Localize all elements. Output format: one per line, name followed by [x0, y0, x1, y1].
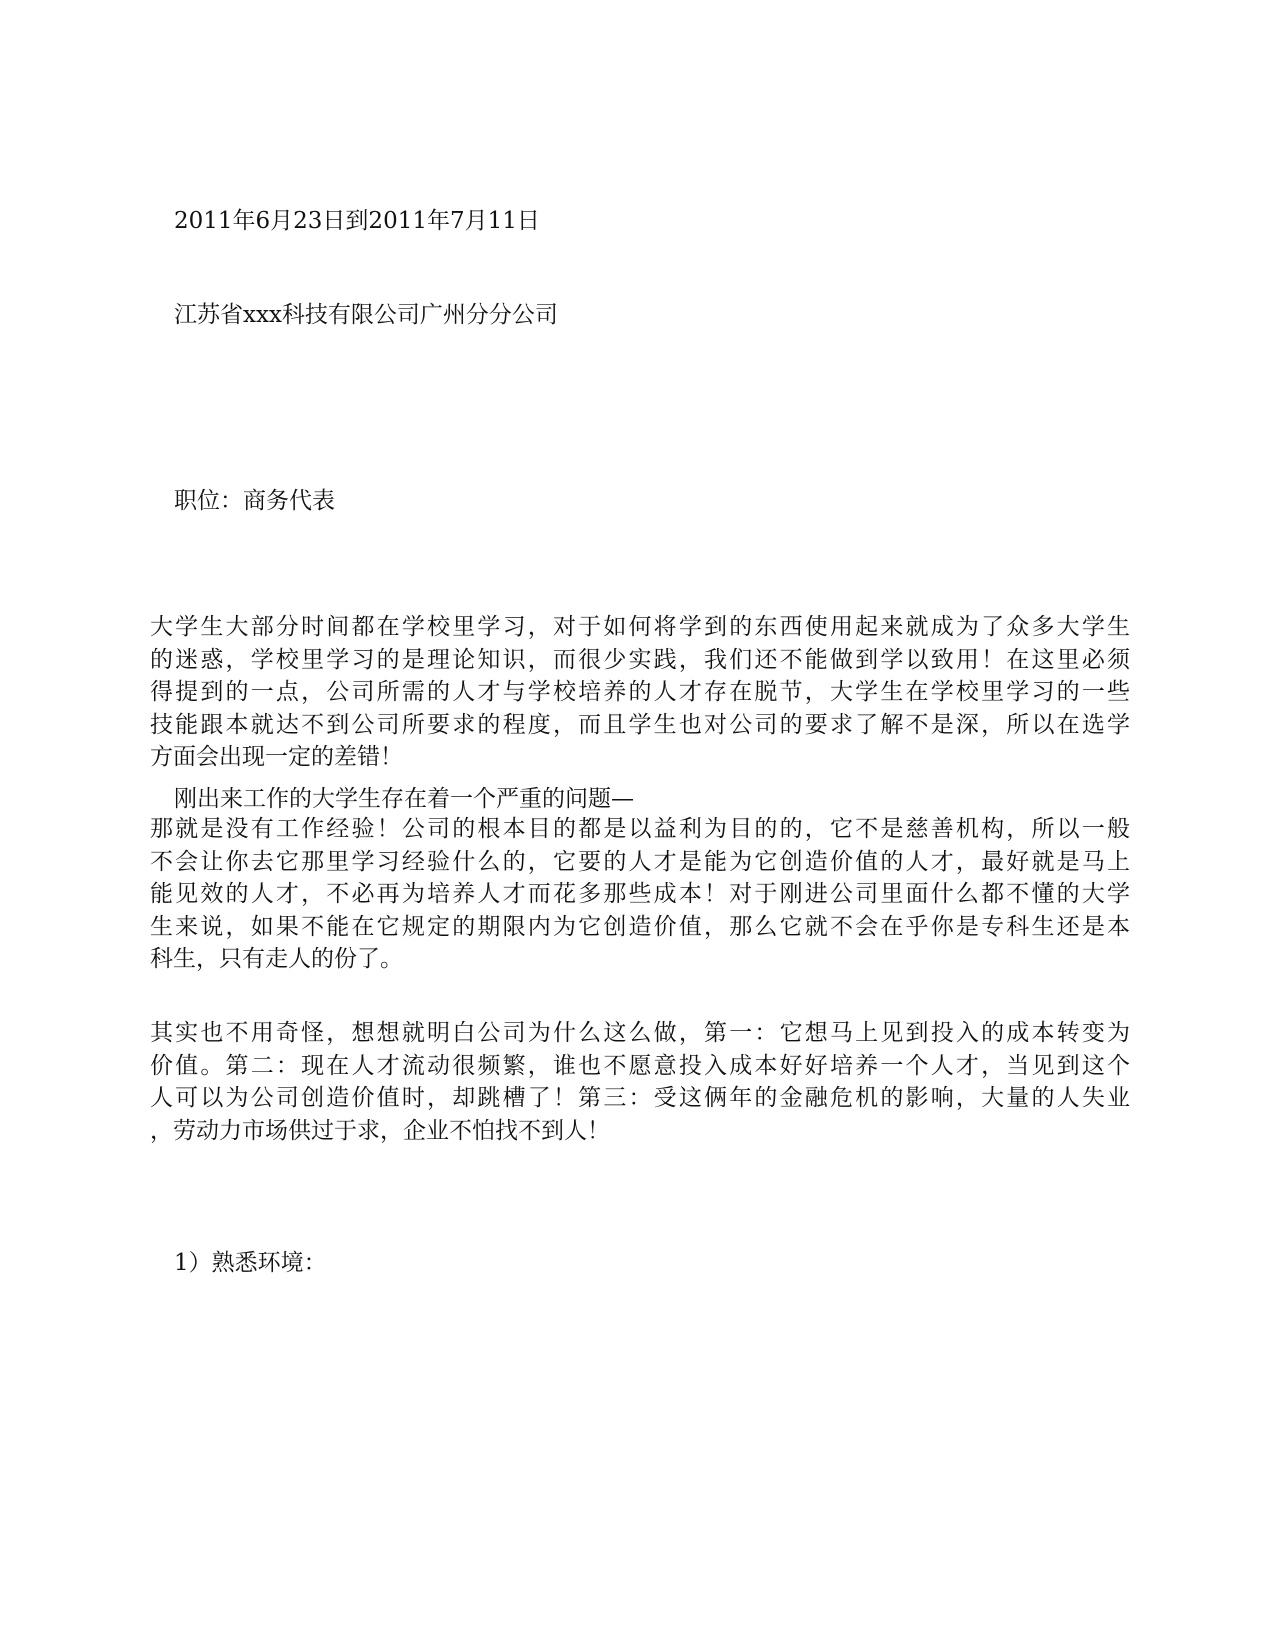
paragraph-3	[150, 1017, 1130, 1147]
paragraph-1	[150, 611, 1130, 774]
position-line: 职位：商务代表	[174, 488, 335, 514]
paragraph-1-line: 大学生大部分时间都在学校里学习，对于如何将学到的东西使用起来就成为了众多大学生	[150, 614, 1130, 640]
paragraph-3-line: ，劳动力市场供过于求，企业不怕找不到人！	[150, 1117, 610, 1144]
paragraph-1-line: 技能跟本就达不到公司所要求的程度，而且学生也对公司的要求了解不是深，所以在选学	[150, 711, 1130, 738]
paragraph-2-line: 能见效的人才，不必再为培养人才而花多那些成本！对于刚进公司里面什么都不懂的大学	[150, 881, 1130, 907]
section-heading: 1）熟悉环境：	[174, 1250, 327, 1276]
company-name: 江苏省xxx科技有限公司广州分分公司	[174, 302, 558, 328]
paragraph-3-line: 价值。第二：现在人才流动很频繁，谁也不愿意投入成本好好培养一个人才，当见到这个	[150, 1052, 1130, 1079]
paragraph-2-line: 生来说，如果不能在它规定的期限内为它创造价值，那么它就不会在乎你是专科生还是本	[150, 913, 1130, 940]
date-range: 2011年6月23日到2011年7月11日	[174, 208, 540, 234]
paragraph-2-line: 科生，只有走人的份了。	[150, 946, 403, 972]
paragraph-1-line: 方面会出现一定的差错！	[150, 744, 403, 770]
paragraph-2	[150, 813, 1130, 976]
paragraph-3-line: 其实也不用奇怪，想想就明白公司为什么这么做，第一：它想马上见到投入的成本转变为	[150, 1020, 1130, 1046]
paragraph-2-line: 那就是没有工作经验！公司的根本目的都是以益利为目的的，它不是慈善机构，所以一般	[150, 816, 1130, 842]
paragraph-1-line: 得提到的一点，公司所需的人才与学校培养的人才存在脱节，大学生在学校里学习的一些	[150, 679, 1130, 705]
paragraph-2-lead: 刚出来工作的大学生存在着一个严重的问题—	[174, 786, 634, 812]
paragraph-3-line: 人可以为公司创造价值时，却跳槽了！第三：受这俩年的金融危机的影响，大量的人失业	[150, 1085, 1130, 1111]
paragraph-1-line: 的迷惑，学校里学习的是理论知识，而很少实践，我们还不能做到学以致用！在这里必须	[150, 646, 1130, 673]
paragraph-2-line: 不会让你去它那里学习经验什么的，它要的人才是能为它创造价值的人才，最好就是马上	[150, 848, 1130, 875]
